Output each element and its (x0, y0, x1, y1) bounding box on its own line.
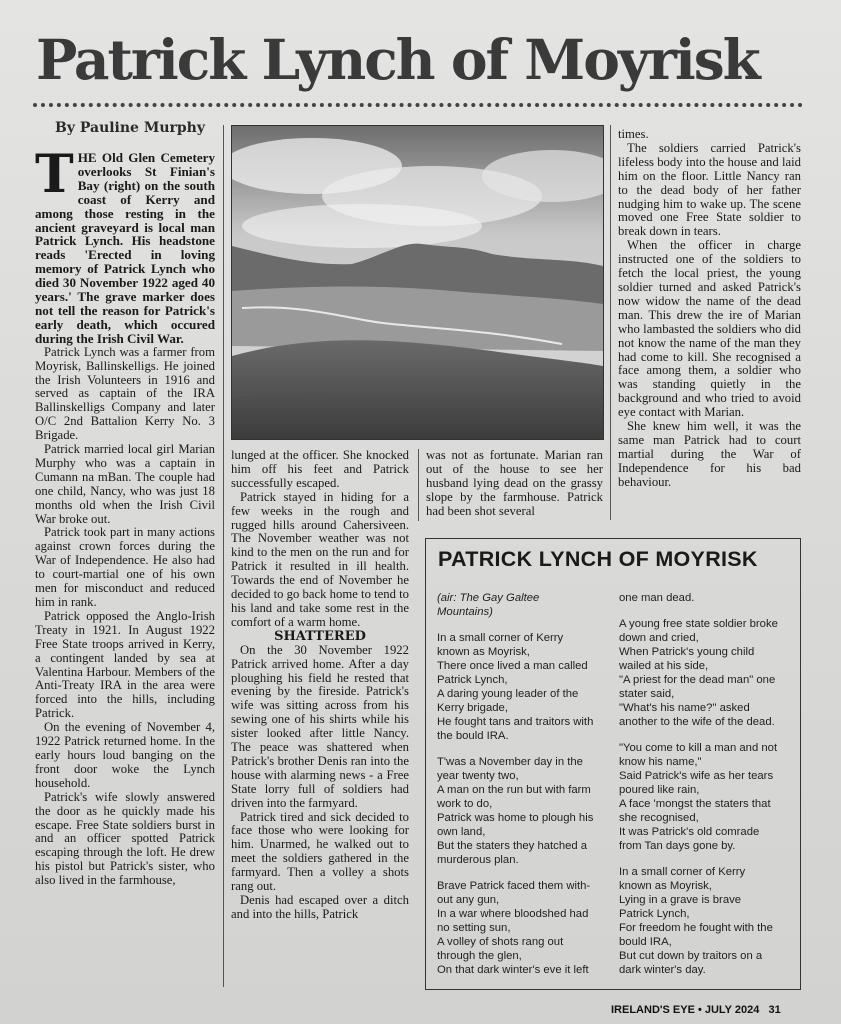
section-subhead: SHATTERED (274, 628, 366, 644)
paragraph: Patrick stayed in hiding for a few weeks in the rough and rugged hills around Cahersiveen. The November weather was not kind to the men on the run and for Patrick it resulted in ill health. Towards the end of November he decided to go back home to tend to his land and take some rest in the comfort of a warm home. (231, 489, 409, 629)
paragraph: Patrick opposed the Anglo-Irish Treaty in 1921. In August 1922 Free State troops arrived in Kerry, a contingent landed by sea at Valentina Harbour. Members of the Anti-Treaty IRA in the area were forced into the hills, including Patrick. (35, 608, 215, 721)
paragraph: times. (618, 128, 649, 141)
paragraph: Patrick Lynch was a farmer from Moyrisk, Ballinskelligs. He joined the Irish Volunteers in 1916 and served as captain of the IRA Ballinskelligs Company and later O/C 2nd Battalion Kerry No. 3 Brigade. (35, 344, 215, 443)
paragraph: When the officer in charge instructed one of the soldiers to fetch the local priest, the young soldier turned and asked Patrick's now widow the name of the dead man. This drew the ire of Marian who lambasted the soldiers who did not know the name of the man they had come to kill. She recognised a face among them, a soldier who was standing quietly in the background and who tried to avoid eye contact with Marian. (618, 238, 801, 420)
paragraph: was not as fortunate. Marian ran out of the house to see her husband lying dead on the grassy slope by the farmhouse. Patrick had been shot several (426, 449, 603, 518)
drop-cap: T (35, 151, 74, 205)
paragraph: Patrick tired and sick decided to face those who were looking for him. Unarmed, he walked out to meet the soldiers gathered in the farmyard. Then a volley a shots rang out. (231, 809, 409, 894)
poem-right-column (619, 591, 797, 989)
paragraph: The soldiers carried Patrick's lifeless body into the house and laid him on the floor. Little Nancy ran to the dead body of her father nudging him to wake up. The scene moved one Free State soldier to break down in tears. (618, 140, 801, 239)
article-column-3 (426, 449, 603, 524)
page-footer (611, 1004, 781, 1016)
column-rule (418, 449, 419, 521)
paragraph: lunged at the officer. She knocked him off his feet and Patrick successfully escaped. (231, 449, 409, 490)
poem-stanza: A young free state soldier broke down and cried, When Patrick's young child wailed at his side, "A priest for the dead man" one stater said, "What's his name?" asked another to the wife of the dead. (619, 618, 778, 728)
paragraph: Patrick married local girl Marian Murphy who was a captain in Cumann na mBan. The couple had one child, Nancy, who was just 18 months old when the Irish Civil War broke out. (35, 442, 215, 526)
dotted-divider (33, 103, 803, 107)
paragraph: Patrick's wife slowly answered the door as he quickly made his escape. Free State soldiers burst in and an officer spotted Patrick escaping through the loft. He drew his pistol but Patrick's sister, who also lived in the farmhouse, (35, 789, 215, 888)
poem-title: PATRICK LYNCH OF MOYRISK (438, 547, 758, 571)
article-title: Patrick Lynch of Moyrisk (36, 27, 759, 92)
poem-stanza: "You come to kill a man and not know his name," Said Patrick's wife as her tears poured like rain, A face 'mongst the staters that she recognised, It was Patrick's old comrade from Tan days gone by. (619, 742, 778, 852)
poem-stanza: Brave Patrick faced them with- out any gun, In a war where bloodshed had no setting sun, A volley of shots rang out through the glen, On that dark winter's eve it left (437, 880, 591, 976)
poem-box (425, 538, 801, 990)
lead-paragraph: THE Old Glen Cemetery overlooks St Finian's Bay (right) on the south coast of Kerry and among those resting in the ancient graveyard is local man Patrick Lynch. His headstone reads 'Erected in loving memory of Patrick Lynch who died 30 November 1922 aged 40 years.' The grave marker does not tell the reason for Patrick's early death, which occured during the Irish Civil War. (35, 151, 215, 346)
poem-stanza: In a small corner of Kerry known as Moyrisk, Lying in a grave is brave Patrick Lynch, For freedom he fought with the bould IRA, But cut down by traitors on a dark winter's day. (619, 866, 773, 976)
column-rule (223, 125, 224, 987)
publication-name: IRELAND'S EYE • JULY 2024 (611, 1004, 760, 1016)
page-number: 31 (768, 1004, 781, 1016)
poem-air-note: (air: The Gay Galtee Mountains) (437, 592, 540, 618)
paragraph: Patrick took part in many actions against crown forces during the War of Independence. He also had to court-martial one of his own men for misconduct and reduced him in rank. (35, 525, 215, 609)
poem-left-column (437, 591, 605, 989)
landscape-photo-icon (232, 126, 603, 439)
paragraph: She knew him well, it was the same man Patrick had to court martial during the War of Independence for his bad behaviour. (618, 419, 801, 489)
poem-stanza: one man dead. (619, 592, 695, 604)
poem-stanza: In a small corner of Kerry known as Moyrisk, There once lived a man called Patrick Lynch, A daring young leader of the Kerry brigade, He fought tans and traitors with the bould IRA. (437, 632, 594, 742)
paragraph: Denis had escaped over a ditch and into the hills, Patrick (231, 893, 409, 921)
article-column-1 (35, 151, 215, 991)
poem-stanza: T'was a November day in the year twenty two, A man on the run but with farm work to do, Patrick was home to plough his own land, But the staters they hatched a murderous plan. (437, 756, 594, 866)
landscape-photo (231, 125, 604, 440)
article-column-2 (231, 449, 409, 991)
paragraph: On the evening of November 4, 1922 Patrick returned home. In the early hours loud banging on the front door woke the Lynch household. (35, 720, 215, 790)
paragraph: On the 30 November 1922 Patrick arrived home. After a day ploughing his field he rested that evening by the fireside. Patrick's wife was sitting across from his sewing one of his shirts while his sister looked after little Nancy. The peace was shattered when Patrick's brother Denis ran into the house with alarming news - a Free State lorry full of soldiers had driven into the farmyard. (231, 642, 409, 810)
article-column-4 (618, 128, 801, 522)
byline: By Pauline Murphy (55, 120, 205, 136)
column-rule (610, 125, 611, 520)
